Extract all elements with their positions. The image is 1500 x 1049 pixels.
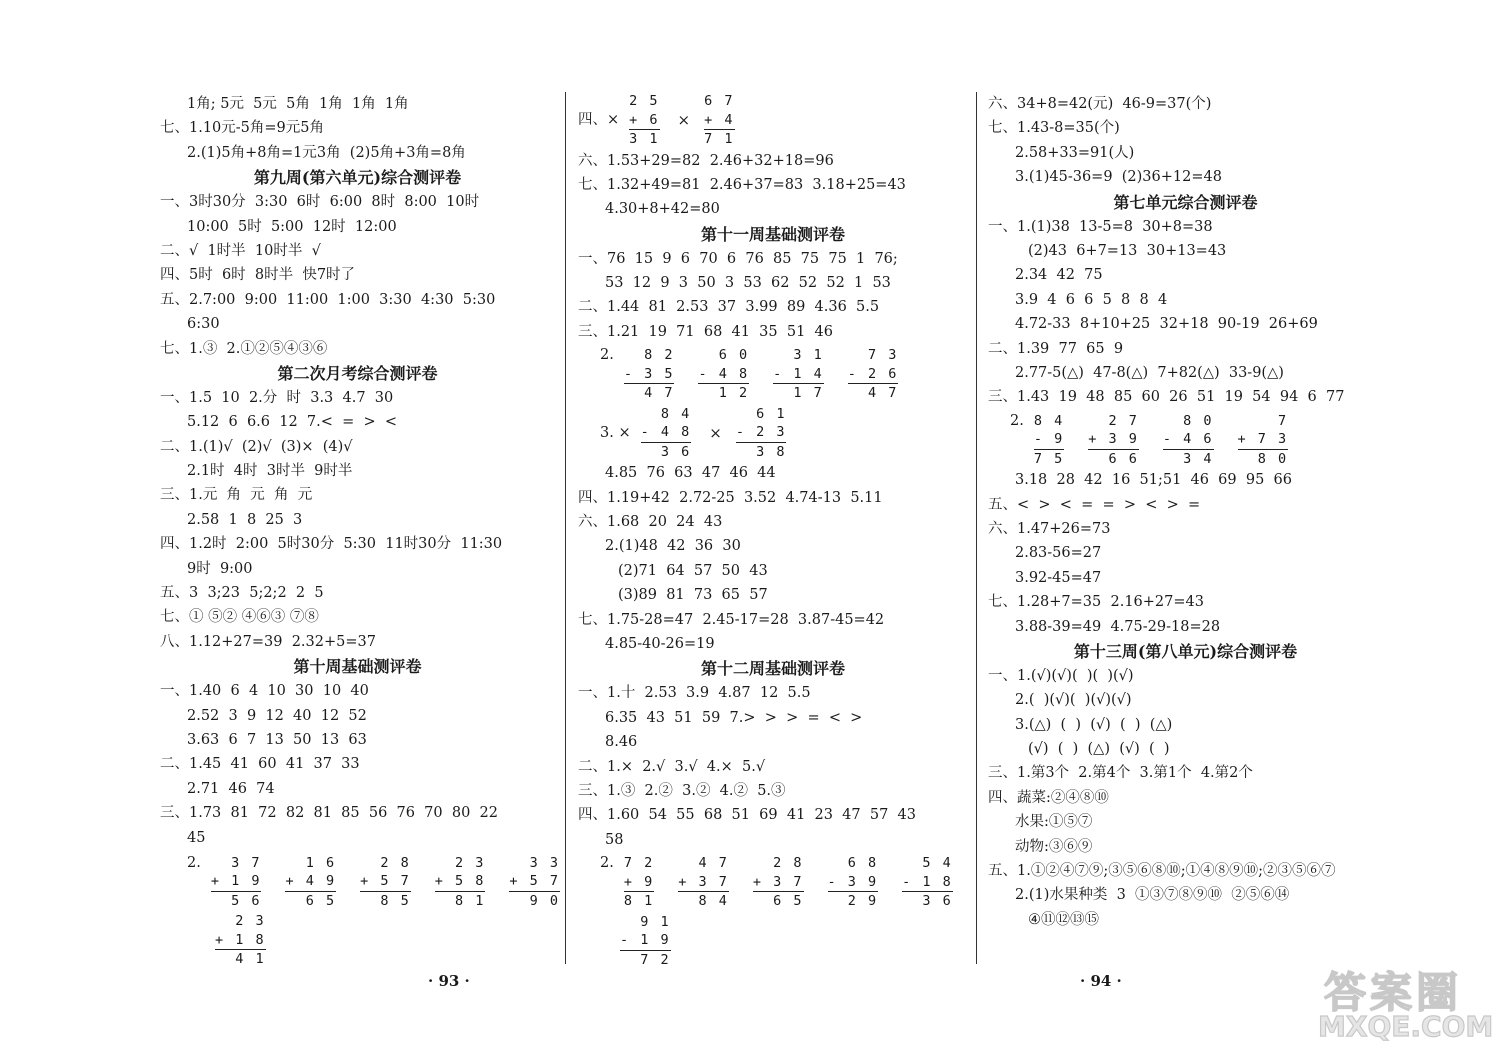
- vertical-calc: [624, 346, 675, 403]
- section-title: 第九周(第六单元)综合测评卷: [253, 168, 462, 188]
- text-line: ④⑪⑫⑬⑮: [1028, 911, 1099, 928]
- text-line: 2.71 46 74: [187, 780, 275, 797]
- calc-result: 8 4: [678, 891, 729, 911]
- calc-op: + 9: [623, 873, 655, 890]
- calc-op: - 1 8: [902, 873, 953, 890]
- text-line: 三、1.第3个 2.第4个 3.第1个 4.第2个: [988, 765, 1253, 782]
- vertical-calc: [773, 346, 824, 403]
- calc-top: 6 0: [718, 347, 750, 364]
- calc-top: 3 3: [529, 854, 561, 871]
- vertical-calc: [848, 346, 899, 403]
- vertical-calc: [704, 92, 734, 149]
- calc-top: 2 3: [235, 913, 266, 930]
- text-line: 七、1.32+49=81 2.46+37=83 3.18+25=43: [578, 176, 906, 193]
- text-line: 三、1.73 81 72 82 81 85 56 76 70 80 22: [160, 805, 498, 822]
- calc-top: 9 1: [640, 913, 671, 930]
- vertical-calc: [641, 405, 692, 462]
- text-line: 水果:①⑤⑦: [1015, 814, 1093, 831]
- calc-op: + 4 9: [285, 873, 337, 890]
- text-line: 45: [187, 829, 206, 846]
- text-line: 四、5时 6时 8时半 快7时了: [160, 267, 356, 284]
- vertical-calc: [828, 854, 879, 911]
- vertical-calc: [509, 854, 560, 911]
- calc-top: 8 2: [644, 347, 675, 364]
- page-number-left: · 93 ·: [428, 972, 470, 990]
- text-line: 四、蔬菜:②④⑧⑩: [988, 789, 1109, 806]
- vertical-calc-row: [578, 346, 968, 403]
- calc-op: + 5 8: [434, 873, 486, 890]
- calc-result: 7 1: [704, 131, 735, 147]
- text-line: 4.30+8+42=80: [605, 201, 720, 218]
- watermark-url: MXQE.COM: [1318, 1010, 1494, 1043]
- text-line: 三、1.21 19 71 68 41 35 51 46: [578, 323, 833, 340]
- text-line: 二、1.(1)√ (2)√ (3)× (4)√: [160, 438, 353, 455]
- calc-top: 8 4: [1033, 412, 1065, 429]
- calc-lead: 2.: [600, 347, 614, 364]
- calc-lead: 2.: [600, 855, 614, 872]
- section-title: 第十二周基础测评卷: [700, 659, 845, 679]
- wrong-mark: ×: [677, 111, 691, 129]
- calc-top: 2 8: [773, 855, 804, 872]
- calc-op: + 3 9: [1088, 431, 1139, 448]
- text-line: 2.(1)水果种类 3 ①③⑦⑧⑨⑩ ②⑤⑥⑭: [1015, 887, 1290, 904]
- text-line: (√) ( ) (△) (√) ( ): [1028, 741, 1170, 758]
- text-line: 2.(1)48 42 36 30: [605, 538, 741, 555]
- calc-op: - 9: [1033, 431, 1065, 448]
- calc-top: 1 6: [305, 854, 337, 871]
- calc-top: 5 4: [922, 855, 953, 872]
- calc-op: - 1 9: [620, 932, 671, 949]
- calc-result: 6 6: [1088, 449, 1139, 469]
- vertical-calc: [736, 405, 787, 462]
- page-number-right: · 94 ·: [1080, 972, 1122, 990]
- text-line: (3)89 81 73 65 57: [618, 587, 768, 604]
- calc-result: 4 7: [848, 383, 899, 403]
- calc-top: 6 7: [704, 93, 735, 109]
- text-line: 动物:③⑥⑨: [1015, 838, 1093, 855]
- calc-op: + 6: [629, 111, 660, 128]
- calc-op: - 2 6: [847, 365, 899, 382]
- calc-lead: 四、×: [578, 112, 620, 128]
- calc-result: 8 5: [360, 891, 411, 911]
- calc-result: 3 6: [641, 442, 692, 462]
- column-divider: [565, 92, 566, 964]
- text-line: 2.( )(√)( )(√)(√): [1015, 692, 1132, 709]
- text-line: 2.34 42 75: [1015, 267, 1103, 284]
- text-line: 58: [605, 831, 624, 848]
- vertical-calc: [211, 854, 262, 911]
- text-line: 七、1.10元-5角=9元5角: [160, 120, 325, 137]
- text-line: 10:00 5时 5:00 12时 12:00: [187, 218, 397, 235]
- text-line: 8.46: [605, 734, 638, 751]
- text-line: 四、1.2时 2:00 5时30分 5:30 11时30分 11:30: [160, 536, 503, 553]
- column-middle: [578, 92, 968, 969]
- text-line: 53 12 9 3 50 3 53 62 52 52 1 53: [605, 275, 891, 292]
- text-line: 2.58+33=91(人): [1015, 144, 1135, 161]
- text-line: 3.92-45=47: [1015, 569, 1102, 586]
- calc-result: 6 5: [753, 891, 804, 911]
- calc-top: 6 1: [756, 405, 787, 422]
- calc-op: + 7 3: [1237, 431, 1289, 448]
- vertical-calc: [620, 913, 671, 970]
- calc-top: 3 7: [231, 854, 262, 871]
- vertical-calc: [698, 346, 749, 403]
- calc-result: 3 8: [736, 442, 787, 462]
- text-line: 2.(1)5角+8角=1元3角 (2)5角+3角=8角: [187, 144, 466, 161]
- text-line: 五、< > < = = > < > =: [988, 496, 1201, 513]
- calc-result: 1 2: [698, 383, 749, 403]
- text-line: 3.(△) ( ) (√) ( ) (△): [1015, 716, 1173, 733]
- vertical-calc: [435, 854, 486, 911]
- text-line: 3.9 4 6 6 5 8 8 4: [1015, 291, 1168, 308]
- calc-top: 2 5: [629, 93, 660, 109]
- text-line: 3.63 6 7 13 50 13 63: [187, 731, 367, 748]
- calc-result: 2 9: [828, 891, 879, 911]
- text-line: 4.85-40-26=19: [605, 635, 715, 652]
- calc-result: 8 0: [1238, 449, 1289, 469]
- vertical-calc: [285, 854, 336, 911]
- text-line: 二、1.44 81 2.53 37 3.99 89 4.36 5.5: [578, 299, 880, 316]
- text-line: 5.12 6 6.6 12 7.< = > <: [187, 414, 397, 431]
- text-line: 9时 9:00: [187, 560, 253, 577]
- section-title: 第七单元综合测评卷: [1113, 192, 1258, 212]
- calc-result: 8 1: [623, 893, 655, 910]
- text-line: 八、1.12+27=39 2.32+5=37: [160, 633, 376, 650]
- section-title: 第十一周基础测评卷: [700, 224, 845, 244]
- calc-lead: 3. ×: [600, 424, 631, 441]
- text-line: 2.83-56=27: [1015, 545, 1102, 562]
- calc-op: - 3 9: [827, 873, 879, 890]
- section-title: 第十周基础测评卷: [293, 657, 422, 677]
- text-line: (2)43 6+7=13 30+13=43: [1028, 242, 1227, 259]
- vertical-calc-row: [988, 412, 1383, 469]
- text-line: 一、3时30分 3:30 6时 6:00 8时 8:00 10时: [160, 194, 480, 211]
- calc-top: 4 7: [698, 855, 729, 872]
- calc-lead: 2.: [1010, 412, 1024, 429]
- vertical-calc-row: [578, 854, 968, 911]
- vertical-calc: [1088, 412, 1139, 469]
- calc-result: 3 6: [902, 891, 953, 911]
- vertical-calc: [215, 912, 266, 969]
- vertical-calc: [629, 92, 659, 149]
- vertical-calc: [1163, 412, 1214, 469]
- column-divider: [976, 92, 977, 964]
- calc-op: - 4 8: [698, 365, 750, 382]
- calc-result: 5 6: [211, 891, 262, 911]
- text-line: 一、1.5 10 2.分 时 3.3 4.7 30: [160, 389, 394, 406]
- calc-top: 3 1: [793, 347, 824, 364]
- calc-result: 1 7: [773, 383, 824, 403]
- text-line: 四、1.19+42 2.72-25 3.52 4.74-13 5.11: [578, 489, 883, 506]
- calc-op: - 4 8: [640, 424, 692, 441]
- text-line: 3.88-39=49 4.75-29-18=28: [1015, 618, 1221, 635]
- text-line: 七、① ⑤② ④⑥③ ⑦⑧: [160, 609, 319, 626]
- watermark-text: 答案圈: [1324, 968, 1463, 1017]
- text-line: 2.77-5(△) 47-8(△) 7+82(△) 33-9(△): [1015, 364, 1284, 381]
- text-line: (2)71 64 57 50 43: [618, 562, 768, 579]
- text-line: 二、1.45 41 60 41 37 33: [160, 756, 360, 773]
- text-line: 三、1.③ 2.② 3.② 4.② 5.③: [578, 782, 786, 799]
- text-line: 七、1.75-28=47 2.45-17=28 3.87-45=42: [578, 611, 885, 628]
- calc-result: 8 1: [435, 891, 486, 911]
- text-line: 二、1.39 77 65 9: [988, 340, 1124, 357]
- text-line: 4.85 76 63 47 46 44: [605, 465, 776, 482]
- text-line: 一、1.(1)38 13-5=8 30+8=38: [988, 218, 1213, 235]
- calc-op: + 3 7: [752, 873, 804, 890]
- calc-op: + 5 7: [360, 873, 411, 890]
- vertical-calc: [360, 854, 411, 911]
- calc-result: 3 1: [629, 131, 660, 147]
- calc-top: 7 2: [623, 855, 655, 872]
- calc-op: + 1 8: [215, 931, 266, 948]
- calc-result: 3 4: [1163, 449, 1214, 469]
- calc-op: + 5 7: [509, 873, 561, 890]
- text-line: 五、2.7:00 9:00 11:00 1:00 3:30 4:30 5:30: [160, 291, 496, 308]
- calc-op: - 1 4: [773, 365, 824, 382]
- text-line: 五、1.①②④⑦⑨;③⑤⑥⑧⑩;①④⑧⑨⑩;②③⑤⑥⑦: [988, 863, 1336, 880]
- calc-top: 8 4: [660, 405, 692, 422]
- text-line: 四、1.60 54 55 68 51 69 41 23 47 57 43: [578, 807, 916, 824]
- calc-op: + 3 7: [678, 873, 729, 890]
- text-line: 一、1.(√)(√)( )( )(√): [988, 667, 1134, 684]
- calc-top: 8 0: [1183, 412, 1214, 429]
- watermark-logo: [1318, 960, 1494, 1043]
- text-line: 3.18 28 42 16 51;51 46 69 95 66: [1015, 472, 1292, 489]
- text-line: 五、3 3;23 5;2;2 2 5: [160, 585, 324, 602]
- calc-result: 7 5: [1033, 450, 1065, 467]
- calc-op: - 3 5: [623, 365, 675, 382]
- text-line: 七、1.43-8=35(个): [988, 120, 1120, 137]
- text-line: 六、34+8=42(元) 46-9=37(个): [988, 96, 1212, 112]
- calc-top: 7 3: [868, 347, 899, 364]
- calc-top: 7: [1278, 412, 1289, 429]
- text-line: 一、1.40 6 4 10 30 10 40: [160, 683, 369, 700]
- calc-lead: 2.: [187, 854, 201, 871]
- vertical-calc: [624, 854, 654, 911]
- calc-result: 4 7: [624, 383, 675, 403]
- text-line: 4.72-33 8+10+25 32+18 90-19 26+69: [1015, 316, 1318, 333]
- calc-top: 2 3: [455, 854, 486, 871]
- vertical-calc: [902, 854, 953, 911]
- section-title: 第二次月考综合测评卷: [277, 363, 438, 383]
- vertical-calc-row: [160, 912, 555, 969]
- text-line: 六、1.68 20 24 43: [578, 514, 723, 531]
- vertical-calc: [1238, 412, 1289, 469]
- text-line: 二、√ 1时半 10时半 √: [160, 242, 321, 259]
- calc-result: 4 1: [215, 949, 266, 969]
- calc-top: 2 7: [1108, 412, 1139, 429]
- calc-op: + 1 9: [210, 873, 262, 890]
- text-line: 6:30: [187, 316, 220, 333]
- calc-op: + 4: [704, 111, 735, 128]
- text-line: 三、1.元 角 元 角 元: [160, 487, 313, 504]
- text-line: 二、1.× 2.√ 3.√ 4.× 5.√: [578, 758, 766, 775]
- calc-result: 9 0: [509, 891, 560, 911]
- text-line: 2.1时 4时 3时半 9时半: [187, 463, 353, 480]
- calc-result: 7 2: [620, 950, 671, 970]
- vertical-calc: [1034, 412, 1064, 469]
- calc-op: - 2 3: [735, 424, 787, 441]
- calc-op: - 4 6: [1162, 431, 1214, 448]
- text-line: 七、1.③ 2.①②⑤④③⑥: [160, 340, 328, 357]
- calc-result: 6 5: [285, 891, 336, 911]
- text-line: 六、1.53+29=82 2.46+32+18=96: [578, 152, 834, 169]
- text-line: 2.58 1 8 25 3: [187, 511, 303, 528]
- wrong-mark: ×: [709, 423, 722, 442]
- vertical-calc-row: [578, 405, 968, 462]
- text-line: 3.(1)45-36=9 (2)36+12=48: [1015, 169, 1222, 186]
- column-left: [160, 92, 561, 969]
- vertical-calc-row: [578, 913, 968, 970]
- vertical-calc-row: [160, 854, 561, 911]
- text-line: 一、1.十 2.53 3.9 4.87 12 5.5: [578, 685, 811, 702]
- text-line: 七、1.28+7=35 2.16+27=43: [988, 594, 1204, 611]
- vertical-calc: [753, 854, 804, 911]
- text-line: 一、76 15 9 6 70 6 76 85 75 75 1 76;: [578, 250, 898, 267]
- text-line: 6.35 43 51 59 7.> > > = < >: [605, 709, 863, 726]
- vertical-calc-row: [578, 92, 968, 149]
- text-line: 三、1.43 19 48 85 60 26 51 19 54 94 6 77: [988, 389, 1345, 406]
- calc-top: 6 8: [847, 855, 879, 872]
- column-right: [988, 92, 1383, 932]
- text-line: 1角; 5元 5元 5角 1角 1角 1角: [187, 96, 409, 112]
- text-line: 2.52 3 9 12 40 12 52: [187, 707, 367, 724]
- text-line: 六、1.47+26=73: [988, 520, 1111, 537]
- calc-top: 2 8: [380, 854, 411, 871]
- vertical-calc: [678, 854, 729, 911]
- section-title: 第十三周(第八单元)综合测评卷: [1073, 641, 1298, 661]
